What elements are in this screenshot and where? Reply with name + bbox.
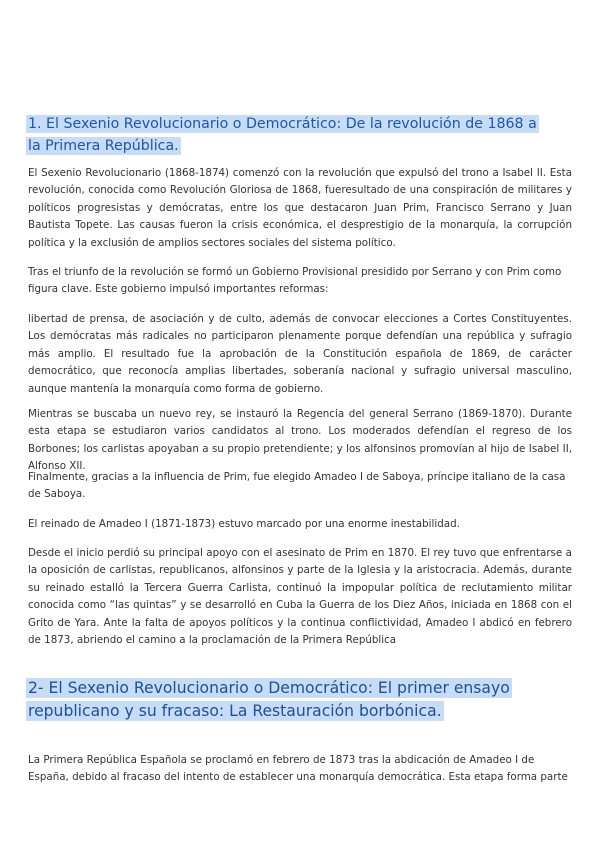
section-heading-1-text: 1. El Sexenio Revolucionario o Democrático: De la revolución de 1868 a la Primera República. bbox=[28, 116, 537, 154]
section-heading-2-text: 2- El Sexenio Revolucionario o Democrático: El primer ensayo republicano y su fracaso: La Restauración borbónica. bbox=[28, 679, 510, 720]
paragraph-6: El reinado de Amadeo I (1871-1873) estuvo marcado por una enorme inestabilidad. bbox=[28, 518, 460, 530]
paragraph-4: Mientras se buscaba un nuevo rey, se instauró la Regencia del general Serrano (1869-1870). Durante esta etapa se estudiaron varios candidatos al trono. Los moderados defendían el regreso de los Borbones; los carlistas apoyaban a su propio pretendiente; y los alfonsinos promovían al hijo de Isabel II, Alfonso XII. bbox=[28, 408, 572, 473]
paragraph-8: La Primera República Española se proclamó en febrero de 1873 tras la abdicación de Amadeo I de España, debido al fracaso del intento de establecer una monarquía democrática. Esta etapa forma parte bbox=[28, 754, 568, 784]
paragraph-3: libertad de prensa, de asociación y de culto, además de convocar elecciones a Cortes Constituyentes. Los demócratas más radicales no participaron plenamente porque defendían una república y sufragio más amplio. El resultado fue la aprobación de la Constitución española de 1869, de carácter democrático, que reconocía amplias libertades, soberanía nacional y sufragio universal masculino, aunque mantenía la monarquía como forma de gobierno. bbox=[28, 313, 572, 395]
paragraph-1: El Sexenio Revolucionario (1868-1874) comenzó con la revolución que expulsó del trono a Isabel II. Esta revolución, conocida como Revolución Gloriosa de 1868, fueresultado de una conspiración de militares y políticos progresistas y demócratas, entre los que destacaron Juan Prim, Francisco Serrano y Juan Bautista Topete. Las causas fueron la crisis económica, el desprestigio de la monarquía, la corrupción política y la exclusión de amplios sectores sociales del sistema político. bbox=[28, 167, 572, 249]
section-heading-1 bbox=[26, 114, 546, 157]
paragraph-2: Tras el triunfo de la revolución se formó un Gobierno Provisional presidido por Serrano y con Prim como figura clave. Este gobierno impulsó importantes reformas: bbox=[28, 266, 562, 296]
section-heading-2 bbox=[26, 677, 571, 722]
paragraph-5: Finalmente, gracias a la influencia de Prim, fue elegido Amadeo I de Saboya, príncipe italiano de la casa de Saboya. bbox=[28, 471, 566, 501]
paragraph-7: Desde el inicio perdió su principal apoyo con el asesinato de Prim en 1870. El rey tuvo que enfrentarse a la oposición de carlistas, republicanos, alfonsinos y parte de la Iglesia y la aristocracia. Además, durante su reinado estalló la Tercera Guerra Carlista, continuó la impopular política de reclutamiento militar conocida como “las quintas” y se desarrolló en Cuba la Guerra de los Diez Años, iniciada en 1868 con el Grito de Yara. Ante la falta de apoyos políticos y la continua conflictividad, Amadeo I abdicó en febrero de 1873, abriendo el camino a la proclamación de la Primera República bbox=[28, 547, 572, 647]
